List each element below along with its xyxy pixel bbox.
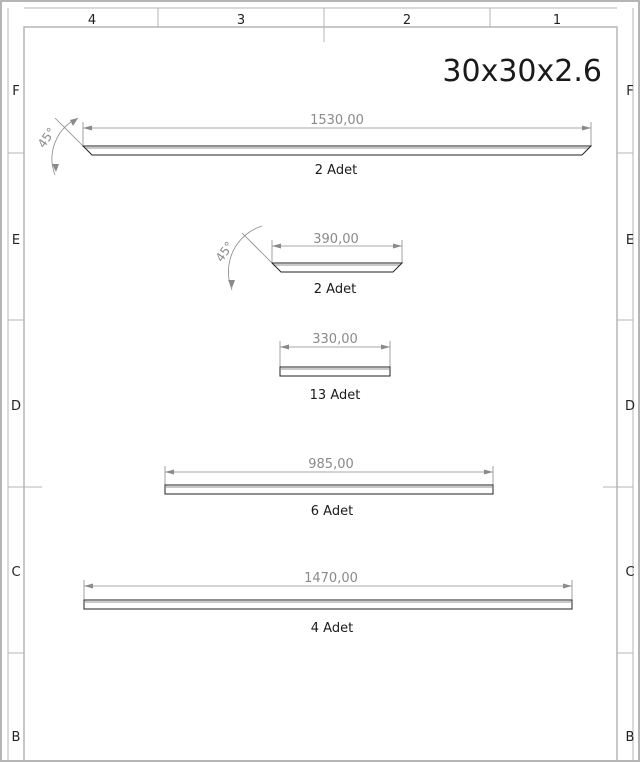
zone-left-C: C bbox=[11, 565, 21, 580]
dim-arrow-right bbox=[582, 126, 591, 131]
dim-arrow-left bbox=[272, 244, 281, 249]
angle-leader bbox=[242, 233, 272, 263]
part-390 bbox=[213, 226, 402, 297]
dim-arrow-left bbox=[280, 345, 289, 350]
zone-left-B: B bbox=[11, 730, 21, 745]
dim-arrow-right bbox=[393, 244, 402, 249]
angle-label: 45° bbox=[34, 124, 59, 151]
part-body bbox=[83, 146, 591, 155]
zone-left-D: D bbox=[10, 399, 22, 414]
angle-arrow-bottom bbox=[228, 280, 235, 288]
zone-right-F: F bbox=[626, 84, 634, 99]
dim-arrow-left bbox=[84, 584, 93, 589]
part-985 bbox=[165, 457, 493, 519]
zone-top-4: 4 bbox=[87, 13, 97, 28]
dim-arrow-right bbox=[381, 345, 390, 350]
dim-length-label: 985,00 bbox=[308, 457, 354, 472]
part-body bbox=[84, 600, 572, 609]
angle-leader bbox=[55, 118, 83, 146]
zone-top-1: 1 bbox=[552, 13, 562, 28]
part-body bbox=[280, 367, 390, 376]
zone-left-F: F bbox=[12, 84, 20, 99]
dim-length-label: 1470,00 bbox=[304, 571, 358, 586]
part-1530 bbox=[35, 113, 591, 178]
zone-top-2: 2 bbox=[402, 13, 412, 28]
zone-right-D: D bbox=[624, 399, 636, 414]
dim-arrow-right bbox=[484, 470, 493, 475]
angle-arrow-top bbox=[70, 118, 78, 126]
qty-label: 6 Adet bbox=[310, 504, 354, 519]
dim-arrow-left bbox=[83, 126, 92, 131]
qty-label: 2 Adet bbox=[314, 163, 358, 178]
zone-right-B: B bbox=[625, 730, 635, 745]
zone-right-C: C bbox=[625, 565, 635, 580]
part-body bbox=[272, 263, 402, 272]
part-330 bbox=[280, 332, 390, 403]
part-1470 bbox=[84, 571, 572, 636]
dim-length-label: 390,00 bbox=[313, 232, 359, 247]
dim-length-label: 1530,00 bbox=[310, 113, 364, 128]
angle-label: 45° bbox=[212, 238, 237, 265]
qty-label: 2 Adet bbox=[313, 282, 357, 297]
dim-arrow-left bbox=[165, 470, 174, 475]
profile-title: 30x30x2.6 bbox=[442, 54, 602, 89]
zone-left-E: E bbox=[11, 233, 21, 248]
dim-arrow-right bbox=[563, 584, 572, 589]
zone-top-3: 3 bbox=[236, 13, 246, 28]
qty-label: 4 Adet bbox=[310, 621, 354, 636]
part-body bbox=[165, 485, 493, 494]
qty-label: 13 Adet bbox=[309, 388, 361, 403]
zone-right-E: E bbox=[625, 233, 635, 248]
top-zone-dividers bbox=[24, 8, 617, 42]
dim-length-label: 330,00 bbox=[312, 332, 358, 347]
